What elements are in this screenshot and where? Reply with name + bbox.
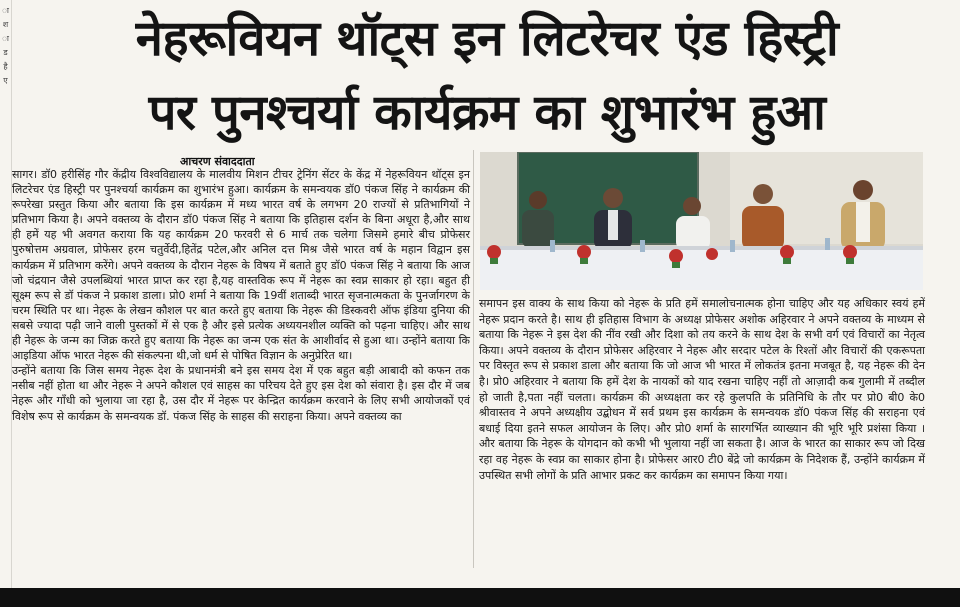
headline-line-2: पर पुनश्चर्या कार्यक्रम का शुभारंभ हुआ <box>148 84 826 141</box>
column-divider <box>473 150 474 568</box>
article-column-right <box>479 296 925 483</box>
adjacent-column-fragment: ा श ा ड है ए <box>0 0 12 588</box>
headline-line-1: नेहरूवियन थॉट्स इन लिटरेचर एंड हिस्ट्री <box>135 10 839 67</box>
article-paragraph: समापन इस वाक्य के साथ किया को नेहरू के प्रति हमें समालोचनात्मक होना चाहिए और यह अधिकार स्वयं हमें नेहरू प्रदान करते है। साथ ही इतिहास विभाग के अध्यक्ष प्रोफेसर अशोक अहिरवार ने अपने वक्तव्य के माध्यम से बताया कि नेहरू ने इस देश की नींव रखी और दिशा को तय करने के साथ देश के सभी वर्ग एवं विचारों का नेतृत्व किया। अपने वक्तव्य के दौरान प्रोफेसर अहिरवार ने नेहरू और सरदार पटेल के रिश्तों और विचारों की एकरूपता पर विस्तृत रूप से प्रकाश डाला और बताया कि जो आज भी भारत में लोकतंत्र इतना मजबूत है, यह नेहरू की देन है। प्रो0 अहिरवार ने बताया कि हमें देश के नायकों को याद रखना चाहिए नहीं तो आज़ादी कब गुलामी में तब्दील हो जाती है,पता नहीं चलता। कार्यक्रम की अध्यक्षता कर रहे कुलपति के प्रतिनिधि के तौर पर प्रो0 बी0 के0 श्रीवास्तव ने अपने अध्यक्षीय उद्बोधन में सर्व प्रथम इस कार्यक्रम के समन्वयक डॉ0 पंकज सिंह की सराहना एवं बधाई दिया इतने सफल आयोजन के लिए। और प्रो0 शर्मा के सारगर्भित व्याख्यान की भूरि भूरि प्रशंसा किया । और बताया कि नेहरू के योगदान को कभी भी भुलाया नहीं जा सकता है। आज के भारत का साकार रूप जो दिख रहा वह नेहरू के स्वप्न का साकार होना है। प्रोफेसर आर0 टी0 बेंद्रे जो कार्यक्रम के निदेशक हैं, उन्होंने कार्यक्रम में उपस्थित सभी लोगों के प्रति आभार प्रकट कर कार्यक्रम का समापन किया गया। <box>479 297 925 482</box>
photo-illustration <box>480 152 923 290</box>
bottom-border-bar <box>0 588 960 607</box>
headline <box>14 2 960 150</box>
article-paragraph: उन्होंने बताया कि जिस समय नेहरू देश के प्रधानमंत्री बने इस समय देश में एक बहुत बड़ी आबादी को कफन तक नसीब नहीं होता था और नेहरू ने अपने कौशल एवं साहस का परिचय देते हुए इस देश को संवारा है। इस दौर में जब नेहरू और गाँधी को भुलाया जा रहा है, उस दौर में नेहरू पर केन्द्रित कार्यक्रम करवाने के लिए सभी आयोजकों एवं विशेष रूप से कार्यक्रम के समन्वयक डॉ. पंकज सिंह के साहस की सराहना किया। अपने वक्तव्य का <box>12 364 470 423</box>
article-column-left <box>12 167 470 424</box>
byline: आचरण संवाददाता <box>180 155 255 168</box>
article-paragraph: सागर। डॉ0 हरीसिंह गौर केंद्रीय विश्वविद्यालय के मालवीय मिशन टीचर ट्रेनिंग सेंटर के केंद्र में नेहरूवियन थॉट्स इन लिटरेचर एंड हिस्ट्री पर पुनश्चर्या कार्यक्रम का शुभारंभ हुआ। कार्यक्रम के समन्वयक डॉ0 पंकज सिंह ने कार्यक्रम की रूपरेखा प्रस्तुत किया और बताया कि इस कार्यक्रम में मध्य भारत वर्ष के लगभग 20 राज्यों से प्रतिभागियों ने प्रतिभाग किया है। अपने वक्तव्य के दौरान डॉ0 पंकज सिंह ने बताया कि इतिहास दर्शन के बिना अधूरा है,और साथ ही हमें यह भी अवगत कराया कि यह कार्यक्रम 20 फरवरी से 6 मार्च तक चलेगा जिसमे हमारे बीच प्रोफेसर पुरुषोत्तम अग्रवाल, प्रोफेसर हरम चतुर्वेदी,हितेंद्र पटेल,और अनिल दत्त मिश्र जैसे भारत वर्ष के महान विद्वान इस कार्यक्रम में प्रतिभाग करेंगे। अपने वक्तव्य के दौरान नेहरू के विषय में बताते हुए डॉ0 पंकज सिंह ने बताया कि आज जो चंद्रयान जैसे उपलब्धियां भारत प्राप्त कर रहा है,यह वास्तविक रूप में नेहरू का स्वप्न साकार हो रहा। बहुत ही सूक्ष्म रूप से डॉ पंकज ने प्रकाश डाला। प्रो0 शर्मा ने बताया कि 19वीं शताब्दी भारत सृजनात्मकता के पुनर्जागरण के चरम स्थिति पर था। नेहरू के लेखन कौशल पर बात करते हुए बताया कि नेहरू की डिस्कवरी ऑफ इंडिया दुनिया की सबसे ज्यादा पढ़ी जाने वाली पुस्तकों में से एक है और इसे प्रत्येक अध्ययनशील व्यक्ति को पढ़ना चाहिए। और साथ ही नेहरू के जन्म का जिक्र करते हुए बताया कि नेहरू का जन्म एक संत के आशीर्वाद से हुआ था। उन्होंने बताया कि आइडिया ऑफ भारत नेहरू की संकल्पना थी,जो धर्म से पोषित विज्ञान के अनुप्रेरित था। <box>12 168 470 363</box>
panel-discussion-photo <box>480 152 923 290</box>
